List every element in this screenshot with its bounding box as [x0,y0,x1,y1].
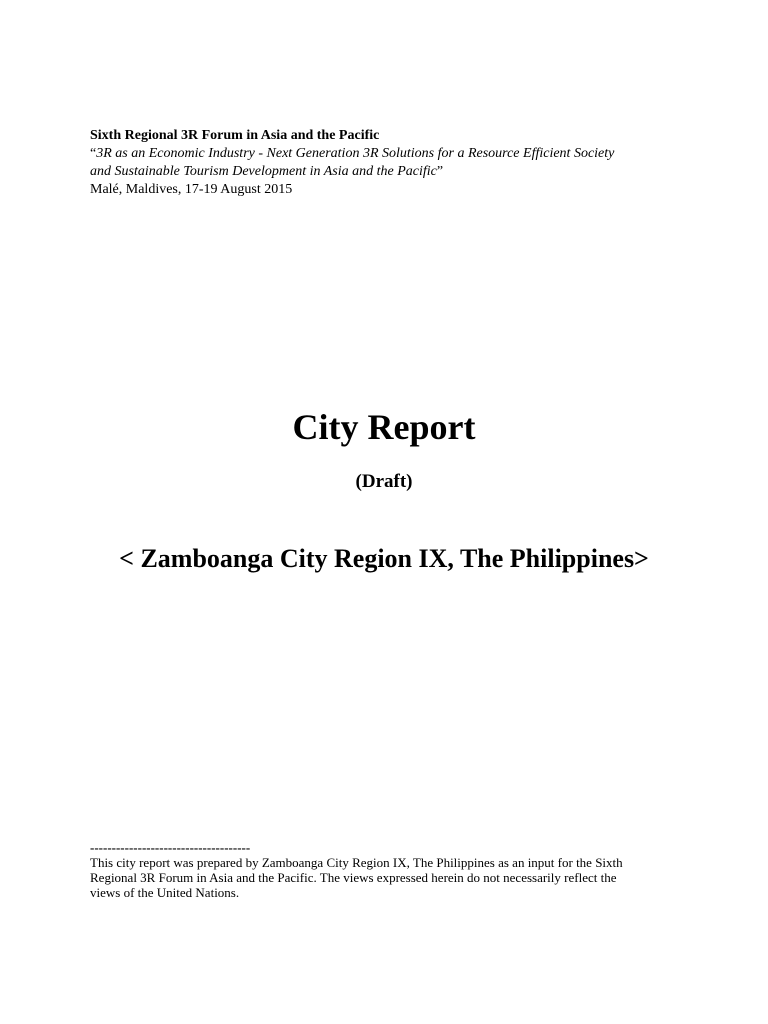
footnote-line-2: Regional 3R Forum in Asia and the Pacific. The views expressed herein do not necessarily reflect the [90,870,617,885]
forum-title: Sixth Regional 3R Forum in Asia and the Pacific [90,128,380,143]
footnote [90,840,680,900]
forum-theme-line-1 [90,145,690,163]
footnote-line-1: This city report was prepared by Zamboanga City Region IX, The Philippines as an input for the Sixth [90,855,623,870]
report-title: City Report [292,407,476,447]
theme-text-1: 3R as an Economic Industry - Next Generation 3R Solutions for a Resource Efficient Society [96,146,615,161]
theme-text-2: and Sustainable Tourism Development in Asia and the Pacific [90,164,437,179]
draft-label: (Draft) [355,471,413,492]
city-name: < Zamboanga City Region IX, The Philippines> [119,544,649,573]
event-header [90,127,690,199]
venue-dates: Malé, Maldives, 17-19 August 2015 [90,182,293,197]
theme-close-quote: ” [436,164,444,179]
theme-open-quote: “ [90,146,97,161]
footnote-line-3: views of the United Nations. [90,885,240,900]
footnote-separator: ------------------------------------- [90,840,251,855]
forum-theme-line-2 [90,163,690,181]
